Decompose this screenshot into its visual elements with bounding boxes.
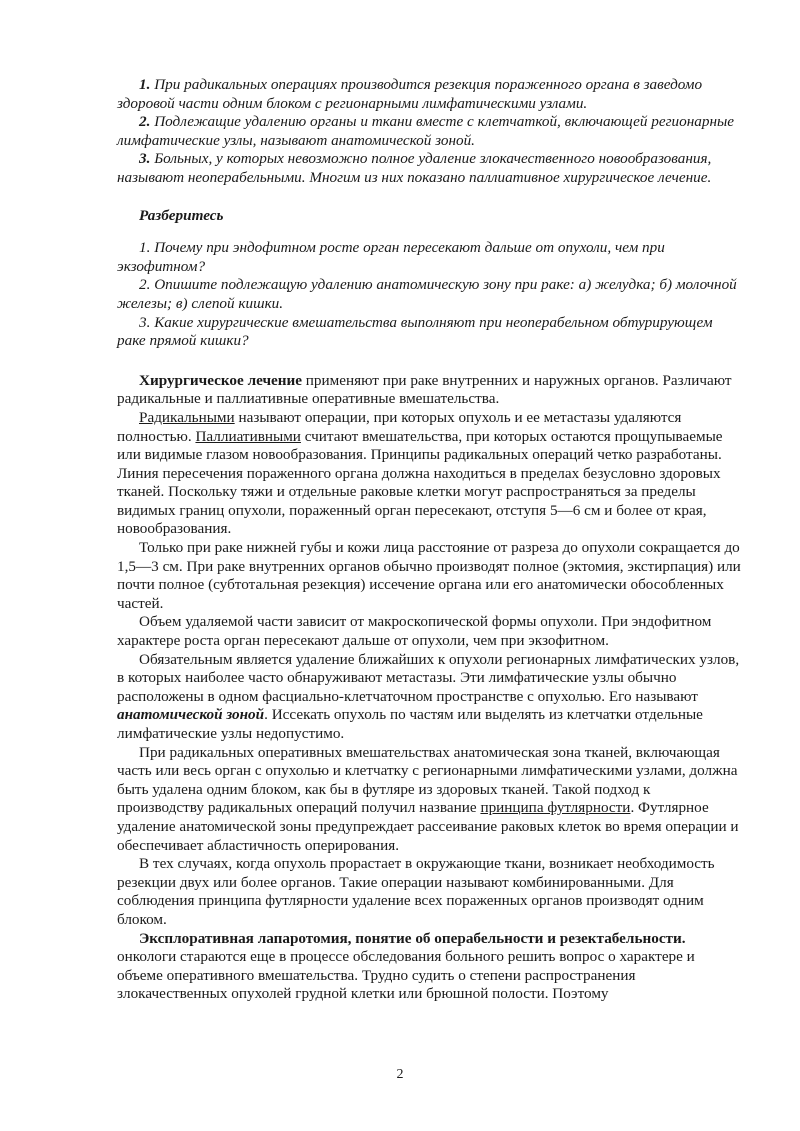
paragraph-text: считают вмешательства, при которых остаются прощупываемые или видимые глазом новообразования. Принципы радикальных операций четко разработаны. Линия пересечения пораженного органа должна находиться в пределах безусловно здоровых тканей. Поскольку тяжи и отдельные раковые клетки могут распространяться за пределы видимых границ опухоли, пораженный орган пересекают, отступя 5—6 см и более от края, новообразования. [117, 427, 723, 538]
term-radical: Радикальными [139, 408, 235, 426]
paragraph-lymph-nodes [117, 651, 741, 744]
term-palliative: Паллиативными [195, 427, 301, 445]
review-heading: Разберитесь [139, 206, 224, 224]
paragraph-text: Обязательным является удаление ближайших к опухоли регионарных лимфатических узлов, в которых наиболее часто обнаруживают метастазы. Эти лимфатические узлы обычно расположены в одном фасциально-клетчаточном пространстве с опухолью. Его называют [117, 650, 740, 705]
term-case-principle: принципа футлярности [480, 799, 631, 817]
paragraph-text: При радикальных оперативных вмешательствах анатомическая зона тканей, включающая часть или весь орган с опухолью и клетчатку с регионарными лимфатическими узлами, должна быть удалена одним блоком, как бы в футляре из здоровых тканей. Такой подход к производству радикальных операций получил название [117, 743, 738, 817]
question-2: 2. Опишите подлежащую удалению анатомическую зону при раке: а) желудка; б) молочной железы; в) слепой кишки. [117, 276, 737, 312]
paragraph-surgical-treatment [117, 372, 741, 409]
paragraph-radical-palliative [117, 409, 741, 539]
paragraph-text: онкологи стараются еще в процессе обследования больного решить вопрос о характере и объеме оперативного вмешательства. Трудно судить о степени распространения злокачественных опухолей грудной клетки или брюшной полости. Поэтому [117, 948, 695, 1003]
term-anatomical-zone: анатомической зоной [117, 706, 265, 724]
paragraph-text: применяют при раке внутренних и наружных органов. Различают радикальные и паллиативные оперативные вмешательства. [117, 371, 732, 408]
paragraph-exploratory-laparotomy [117, 930, 741, 1004]
section-heading-laparotomy: Эксплоративная лапаротомия, понятие об операбельности и резектабельности. [139, 929, 686, 947]
summary-point-number: 1. [139, 76, 151, 93]
summary-point-text: Больных, у которых невозможно полное удаление злокачественного новообразования, называют неоперабельными. Многим из них показано паллиативное хирургическое лечение. [117, 150, 712, 186]
paragraph-text: . Иссекать опухоль по частям или выделять из клетчатки отдельные лимфатические узлы недопустимо. [117, 706, 703, 742]
paragraph-volume: Объем удаляемой части зависит от макроскопической формы опухоли. При эндофитном характере роста орган пересекают дальше от опухоли, чем при экзофитном. [117, 613, 712, 650]
summary-point-number: 3. [139, 150, 151, 168]
summary-point-text: Подлежащие удалению органы и ткани вместе с клетчаткой, включающей регионарные лимфатические узлы, называют анатомической зоной. [117, 113, 735, 149]
paragraph-case-principle [117, 744, 741, 856]
summary-point-2 [117, 113, 741, 150]
summary-point-number: 2. [139, 113, 151, 131]
question-3: 3. Какие хирургические вмешательства выполняют при неоперабельном обтурирующем раке прямой кишки? [117, 313, 713, 350]
summary-point-1 [117, 76, 741, 113]
question-1: 1. Почему при эндофитном росте орган пересекают дальше от опухоли, чем при экзофитном? [117, 239, 665, 275]
term-surgical-treatment: Хирургическое лечение [139, 371, 302, 389]
paragraph-lip-skin: Только при раке нижней губы и кожи лица расстояние от разреза до опухоли сокращается до 1,5—3 см. При раке внутренних органов обычно производят полное (эктомия, экстирпация) или почти полное (субтотальная резекция) иссечение органа или его анатомически обособленных частей. [117, 539, 741, 612]
page-content [117, 76, 741, 1004]
paragraph-text: называют операции, при которых опухоль и ее метастазы удаляются полностью. [117, 408, 682, 445]
page-number: 2 [396, 1067, 404, 1082]
paragraph-text: . Футлярное удаление анатомической зоны предупреждает рассеивание раковых клеток во время операции и обеспечивает абластичность оперирования. [117, 799, 739, 854]
summary-point-3 [117, 150, 741, 187]
summary-point-text: При радикальных операциях производится резекция пораженного органа в заведомо здоровой части одним блоком с регионарными лимфатическими узлами. [117, 76, 703, 112]
paragraph-combined-operations: В тех случаях, когда опухоль прорастает в окружающие ткани, возникает необходимость резекции двух или более органов. Такие операции называют комбинированными. Для соблюдения принципа футлярности удаление всех пораженных органов производят одним блоком. [117, 855, 715, 928]
